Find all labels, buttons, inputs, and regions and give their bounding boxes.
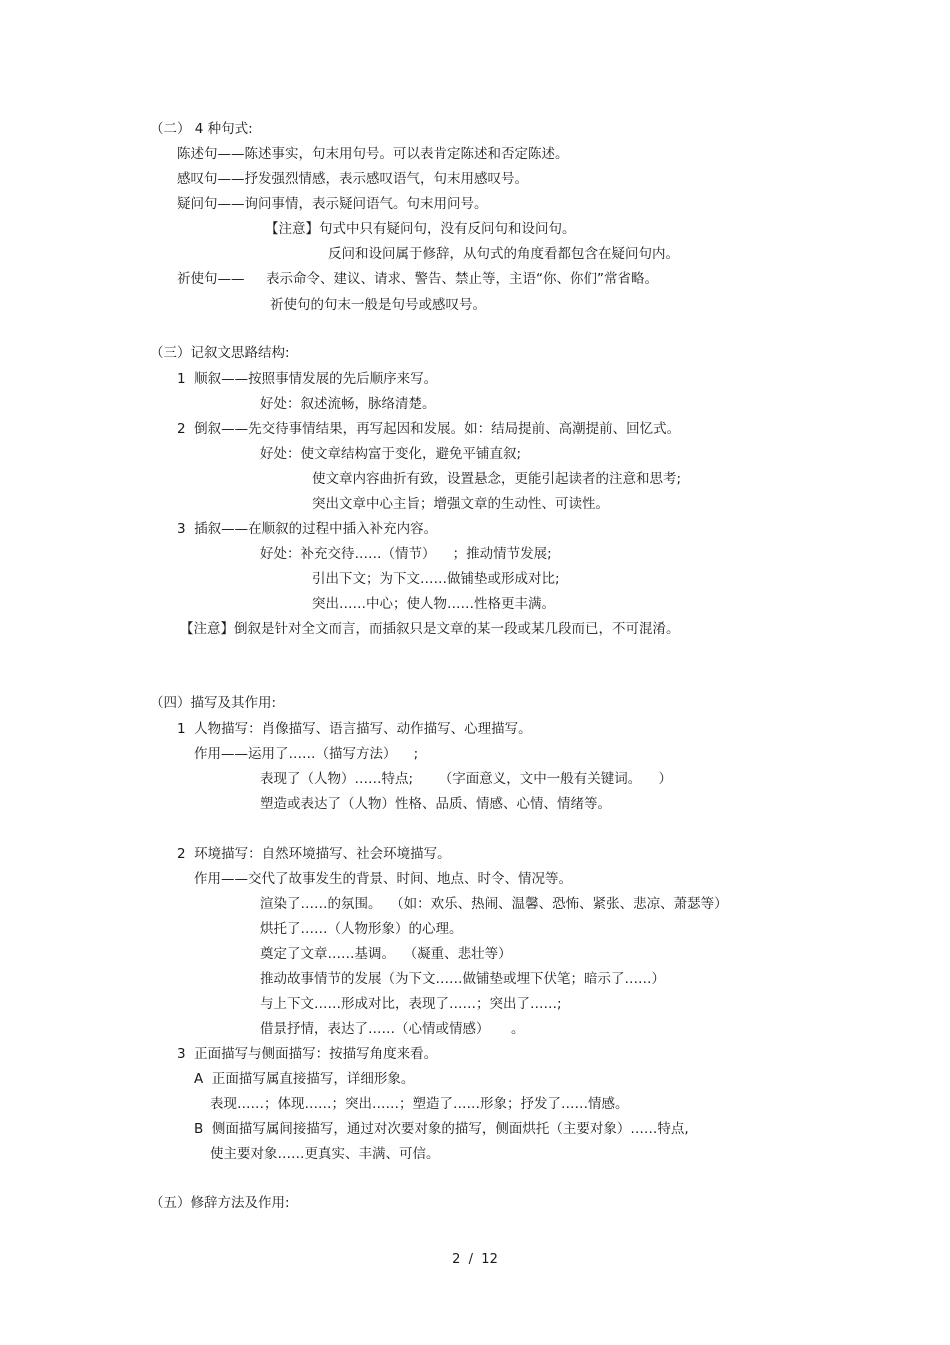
section-heading-rhetoric: （五）修辞方法及作用: [150,1195,290,1211]
note-line: 【注意】句式中只有疑问句，没有反问句和设问句。 [265,221,576,237]
text-line: 奠定了文章……基调。 （凝重、悲壮等） [260,946,512,962]
text-line: 表现了（人物）……特点; （字面意义，文中一般有关键词。 ） [260,771,672,787]
text-line: 3 插叙——在顺叙的过程中插入补充内容。 [177,521,438,537]
text-line: 好处：叙述流畅，脉络清楚。 [260,396,436,412]
text-line: 烘托了……（人物形象）的心理。 [260,921,463,937]
text-line: 借景抒情，表达了……（心情或情感） 。 [260,1021,525,1037]
text-line: 表现……；体现……；突出……；塑造了……形象；抒发了……情感。 [210,1096,629,1112]
text-line: A 正面描写属直接描写，详细形象。 [194,1071,415,1087]
text-line: 感叹句——抒发强烈情感，表示感叹语气，句末用感叹号。 [177,171,528,187]
text-line: 突出文章中心主旨；增强文章的生动性、可读性。 [312,496,609,512]
text-line: 2 环境描写：自然环境描写、社会环境描写。 [177,846,451,862]
text-line: 塑造或表达了（人物）性格、品质、情感、心情、情绪等。 [260,796,611,812]
text-line: 疑问句——询问事情，表示疑问语气。句末用问号。 [177,196,488,212]
text-line: 反问和设问属于修辞，从句式的角度看都包含在疑问句内。 [328,246,679,262]
text-line: 祈使句的句末一般是句号或感叹号。 [270,297,486,313]
text-line: 陈述句——陈述事实，句末用句号。可以表肯定陈述和否定陈述。 [177,146,569,162]
section-heading-description: （四）描写及其作用: [150,695,277,711]
text-line: 1 人物描写：肖像描写、语言描写、动作描写、心理描写。 [177,721,532,737]
text-line: 作用——交代了故事发生的背景、时间、地点、时令、情况等。 [194,871,572,887]
section-heading-sentence-types: （二） 4 种句式: [150,121,253,137]
text-line: 使文章内容曲折有致，设置悬念，更能引起读者的注意和思考; [312,471,682,487]
text-line: 引出下文；为下文……做铺垫或形成对比; [312,571,560,587]
text-line: 与上下文……形成对比，表现了……；突出了……; [260,996,562,1012]
text-line: 3 正面描写与侧面描写：按描写角度来看。 [177,1046,438,1062]
text-line: 祈使句—— 表示命令、建议、请求、警告、禁止等，主语“你、你们”常省略。 [177,271,658,287]
text-line: 1 顺叙——按照事情发展的先后顺序来写。 [177,371,438,387]
text-line: 2 倒叙——先交待事情结果，再写起因和发展。如：结局提前、高潮提前、回忆式。 [177,421,681,437]
text-line: 好处：使文章结构富于变化，避免平铺直叙; [260,446,522,462]
text-line: 渲染了……的氛围。 （如：欢乐、热闹、温馨、恐怖、紧张、悲凉、萧瑟等） [260,896,728,912]
text-line: 好处：补充交待……（情节） ；推动情节发展; [260,546,552,562]
text-line: 使主要对象……更真实、丰满、可信。 [210,1146,440,1162]
text-line: B 侧面描写属间接描写，通过对次要对象的描写，侧面烘托（主要对象）……特点, [194,1121,689,1137]
text-line: 推动故事情节的发展（为下文……做铺垫或埋下伏笔；暗示了……） [260,971,665,987]
note-line: 【注意】倒叙是针对全文而言，而插叙只是文章的某一段或某几段而已，不可混淆。 [180,621,680,637]
text-line: 突出……中心；使人物……性格更丰满。 [312,596,555,612]
text-line: 作用——运用了……（描写方法） ; [194,746,419,762]
section-heading-narrative-structure: （三）记叙文思路结构: [150,345,290,361]
page-number: 2 / 12 [452,1252,498,1267]
